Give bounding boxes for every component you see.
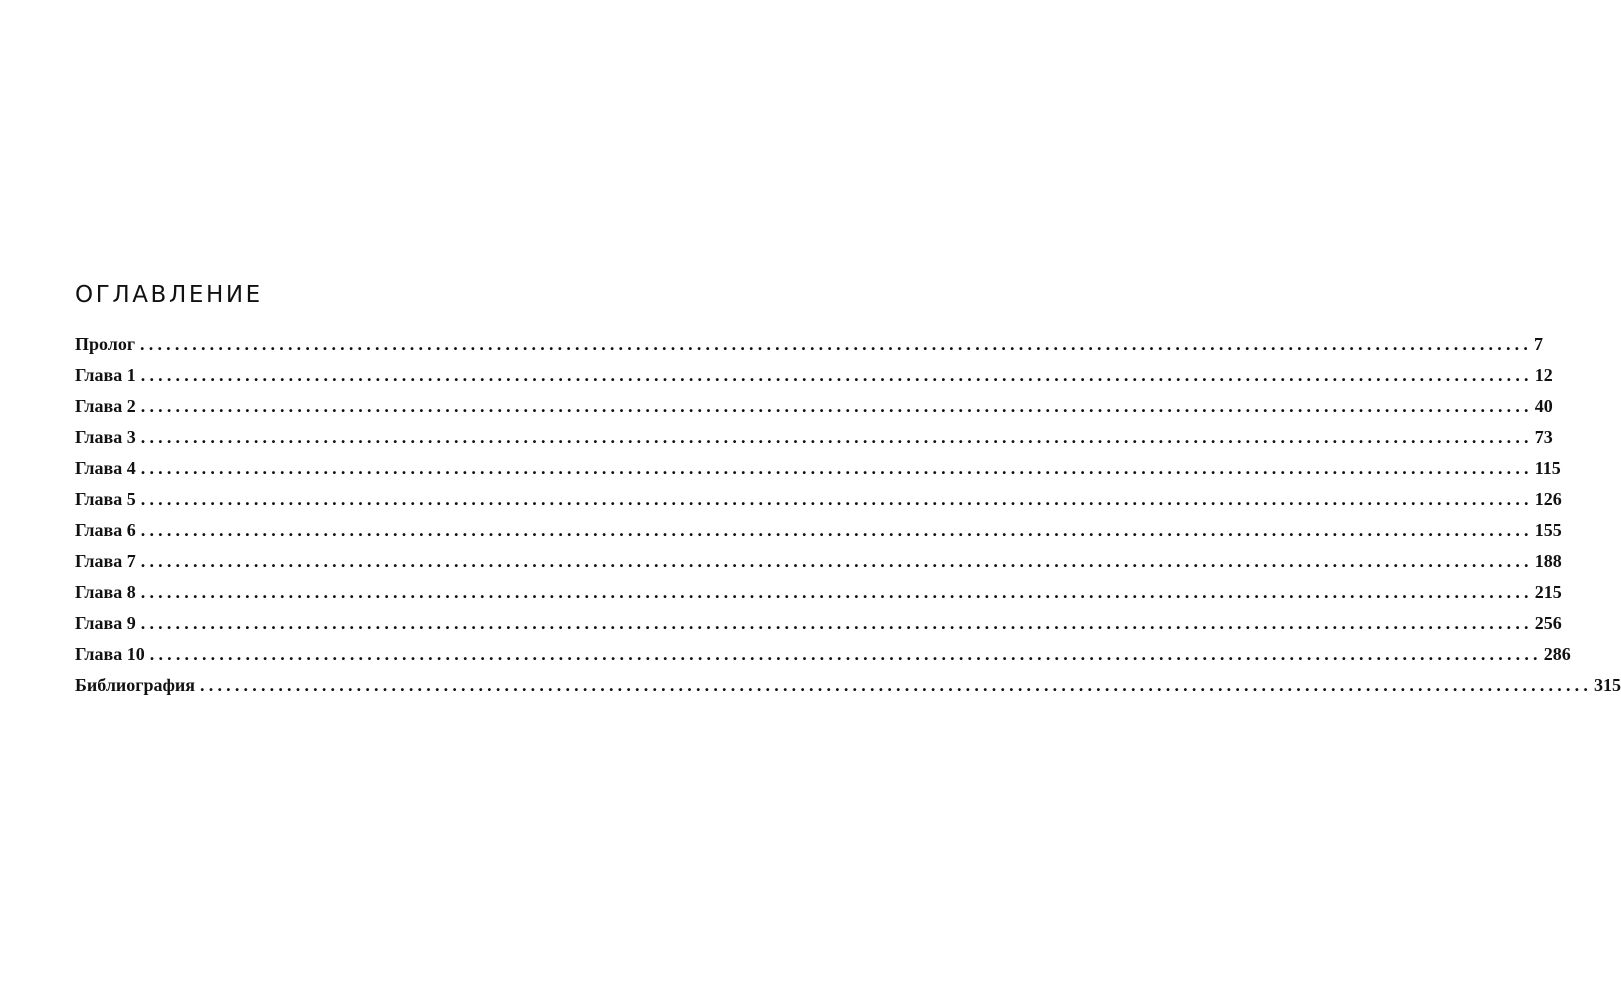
toc-page-number: 12 <box>1534 365 1553 385</box>
toc-page-number: 155 <box>1534 520 1562 540</box>
toc-page-number: 256 <box>1534 613 1562 633</box>
toc-page-number: 286 <box>1543 644 1571 664</box>
toc-entry[interactable] <box>75 515 1562 546</box>
toc-entry[interactable] <box>75 453 1561 484</box>
toc-entry[interactable] <box>75 577 1562 608</box>
toc-page-number: 215 <box>1534 582 1562 602</box>
toc-entry-title: Глава 9 <box>75 613 136 633</box>
toc-dot-leader: ................................................................................................................................................................ <box>140 396 1533 416</box>
toc-entry-title: Глава 1 <box>75 365 136 385</box>
toc-page-number: 73 <box>1534 427 1553 447</box>
toc-page-number: 40 <box>1534 396 1553 416</box>
toc-entry-title: Глава 8 <box>75 582 136 602</box>
toc-entry[interactable] <box>75 639 1571 670</box>
toc-entry-title: Глава 5 <box>75 489 136 509</box>
toc-entry-title: Глава 3 <box>75 427 136 447</box>
toc-entry[interactable] <box>75 360 1553 391</box>
toc-dot-leader: ................................................................................................................................................................ <box>140 334 1533 354</box>
toc-entry-title: Глава 10 <box>75 644 145 664</box>
toc-dot-leader: ................................................................................................................................................................ <box>140 365 1533 385</box>
toc-entry[interactable] <box>75 484 1562 515</box>
toc-dot-leader: ................................................................................................................................................................ <box>140 551 1533 571</box>
toc-entry-title: Глава 2 <box>75 396 136 416</box>
toc-dot-leader: ................................................................................................................................................................ <box>200 675 1593 695</box>
toc-heading: ОГЛАВЛЕНИЕ <box>75 282 263 308</box>
toc-dot-leader: ................................................................................................................................................................ <box>140 582 1533 602</box>
toc-page-number: 188 <box>1534 551 1562 571</box>
toc-page-number: 126 <box>1534 489 1562 509</box>
toc-page-number: 315 <box>1594 675 1621 695</box>
toc-dot-leader: ................................................................................................................................................................ <box>140 613 1533 633</box>
toc-entry-title: Глава 7 <box>75 551 136 571</box>
toc-entry-title: Глава 4 <box>75 458 136 478</box>
toc-entry-title: Глава 6 <box>75 520 136 540</box>
toc-dot-leader: ................................................................................................................................................................ <box>140 427 1533 447</box>
toc-entry[interactable] <box>75 670 1621 701</box>
toc-dot-leader: ................................................................................................................................................................ <box>140 489 1533 509</box>
toc-entry-title: Библиография <box>75 675 196 695</box>
toc-entry[interactable] <box>75 608 1562 639</box>
toc-page-number: 115 <box>1534 458 1561 478</box>
toc-entry-title: Пролог <box>75 334 136 354</box>
toc-dot-leader: ................................................................................................................................................................ <box>149 644 1542 664</box>
toc-entry[interactable] <box>75 546 1562 577</box>
toc-dot-leader: ................................................................................................................................................................ <box>140 458 1533 478</box>
toc-entry[interactable] <box>75 329 1544 360</box>
toc-dot-leader: ................................................................................................................................................................ <box>140 520 1533 540</box>
table-of-contents <box>75 329 1621 701</box>
toc-entry[interactable] <box>75 422 1553 453</box>
toc-entry[interactable] <box>75 391 1553 422</box>
toc-page-number: 7 <box>1534 334 1544 354</box>
